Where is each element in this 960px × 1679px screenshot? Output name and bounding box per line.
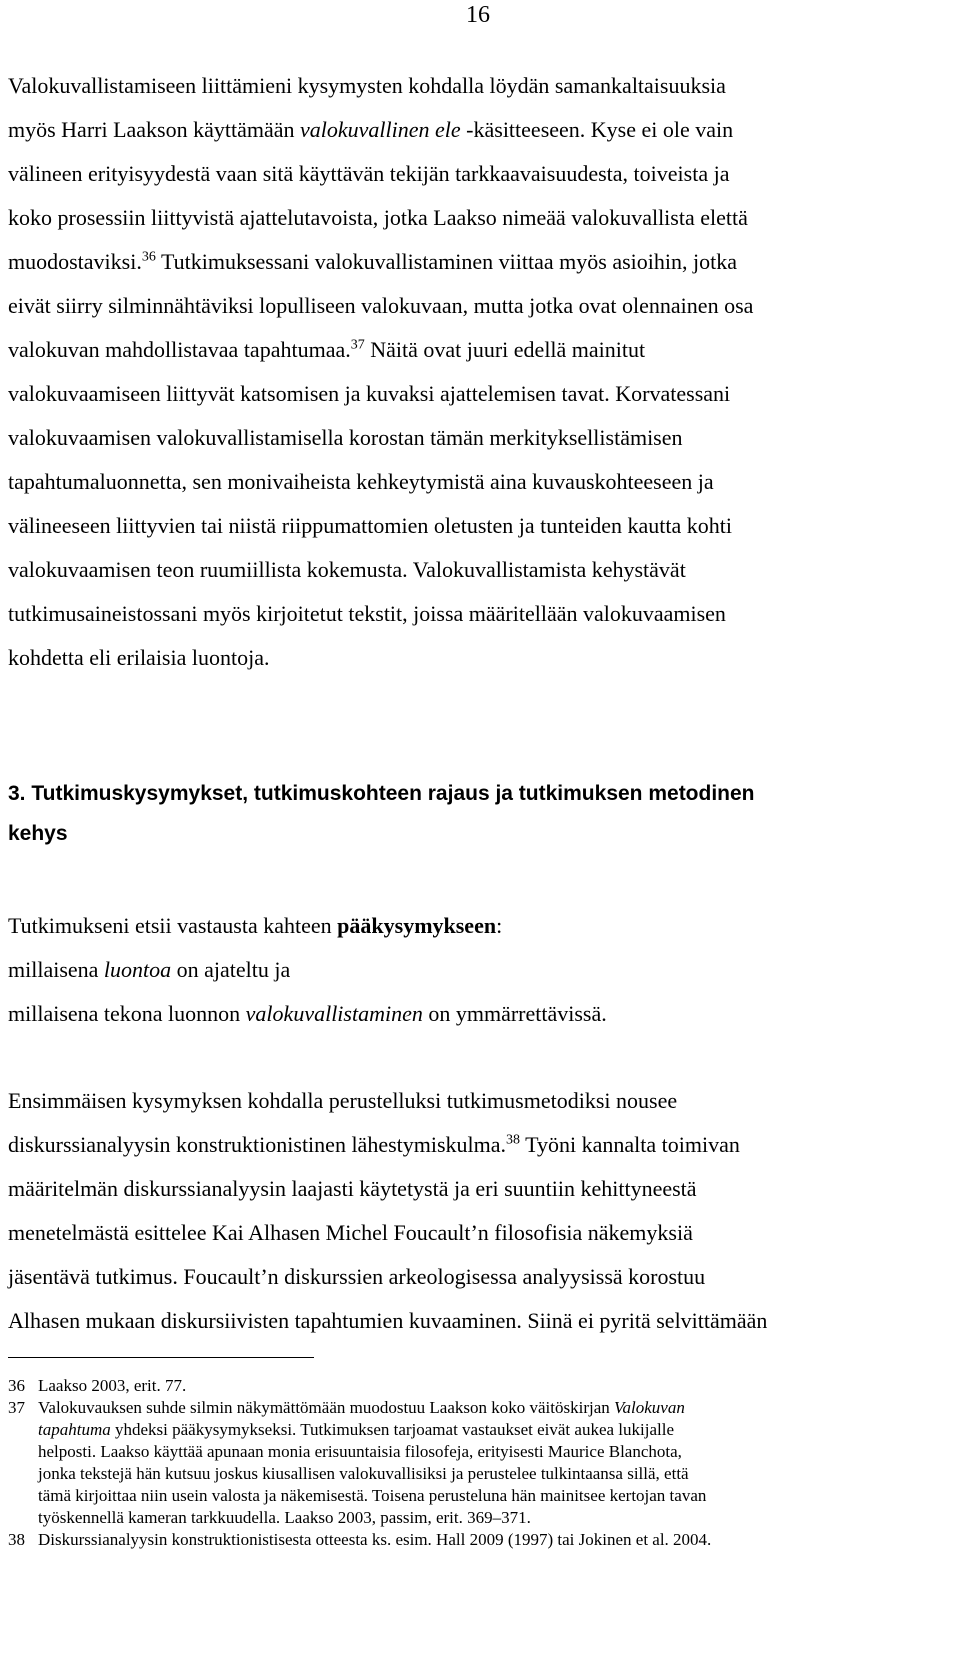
text: Työni kannalta toimivan <box>520 1132 740 1157</box>
footnote-line <box>38 1486 706 1506</box>
text: Näitä ovat juuri edellä mainitut <box>364 337 646 362</box>
text: välineeseen liittyvien tai niistä riippumattomien oletusten ja tunteiden kautta kohti <box>8 513 732 538</box>
text: Tutkimukseni etsii vastausta kahteen <box>8 913 332 938</box>
body-line <box>8 160 729 188</box>
body-line <box>8 1307 767 1335</box>
text: kohdetta eli erilaisia luontoja. <box>8 645 270 670</box>
text: menetelmästä esittelee Kai Alhasen Michel Foucault’n filosofisia näkemyksiä <box>8 1220 693 1245</box>
text: Valokuvallistamiseen liittämieni kysymysten kohdalla löydän samankaltaisuuksia <box>8 73 726 98</box>
text: määritelmän diskurssianalyysin laajasti käytetystä ja eri suuntiin kehittyneestä <box>8 1176 697 1201</box>
text: muodostaviksi. <box>8 249 142 274</box>
bold-term: pääkysymykseen <box>337 913 497 938</box>
body-line <box>8 556 686 584</box>
text: on ajateltu ja <box>176 957 291 982</box>
text: välineen erityisyydestä vaan sitä käyttävän tekijän tarkkaavaisuudesta, toiveista ja <box>8 161 730 186</box>
footnote-number: 38 <box>8 1530 25 1549</box>
text: tapahtumaluonnetta, sen monivaiheista kehkeytymistä aina kuvauskohteeseen ja <box>8 469 714 494</box>
body-line <box>8 336 645 364</box>
body-line <box>8 292 753 320</box>
body-line <box>8 1263 705 1291</box>
footnote-line <box>38 1464 689 1484</box>
text: myös Harri Laakson käyttämään <box>8 117 295 142</box>
page-number: 16 <box>466 2 490 28</box>
body-line <box>8 424 683 452</box>
text: jonka tekstejä hän kutsuu joskus kiusallisen valokuvallisiksi ja perustelee tulkintaansa sillä, että <box>38 1464 689 1483</box>
text: valokuvaamisen valokuvallistamisella korostan tämän merkityksellistämisen <box>8 425 683 450</box>
body-line <box>8 116 733 144</box>
text: -käsitteeseen. Kyse ei ole vain <box>466 117 734 142</box>
footnote <box>8 1398 685 1418</box>
text: koko prosessiin liittyvistä ajattelutavoista, jotka Laakso nimeää valokuvallista elettä <box>8 205 748 230</box>
text: Valokuvauksen suhde silmin näkymättömään muodostuu Laakson koko väitöskirjan <box>38 1398 610 1417</box>
body-line <box>8 380 730 408</box>
text: tämä kirjoittaa niin usein valosta ja näkemisestä. Toisena perusteluna hän mainitsee kertojan tavan <box>38 1486 707 1505</box>
body-line <box>8 468 714 496</box>
text: valokuvaamisen teon ruumiillista kokemusta. Valokuvallistamista kehystävät <box>8 557 686 582</box>
italic-term: tapahtuma <box>38 1420 111 1439</box>
text: Alhasen mukaan diskursiivisten tapahtumien kuvaaminen. Siinä ei pyritä selvittämään <box>8 1308 768 1333</box>
text: helposti. Laakso käyttää apunaan monia erisuuntaisia filosofeja, erityisesti Maurice Blanchota, <box>38 1442 682 1461</box>
text: tutkimusaineistossani myös kirjoitetut tekstit, joissa määritellään valokuvaamisen <box>8 601 726 626</box>
body-line <box>8 248 737 276</box>
text: Diskurssianalyysin konstruktionistisesta otteesta ks. esim. Hall 2009 (1997) tai Jokinen et al. 2004. <box>38 1530 712 1549</box>
body-line <box>8 1087 677 1115</box>
footnote-number: 36 <box>8 1376 25 1395</box>
text: on ymmärrettävissä. <box>428 1001 607 1026</box>
body-line <box>8 1175 697 1203</box>
text: diskurssianalyysin konstruktionistinen lähestymiskulma. <box>8 1132 507 1157</box>
footnote <box>8 1530 711 1550</box>
italic-term: Valokuvan <box>614 1398 685 1417</box>
text: Ensimmäisen kysymyksen kohdalla perustelluksi tutkimusmetodiksi nousee <box>8 1088 678 1113</box>
footnote-ref[interactable]: 36 <box>141 249 156 265</box>
body-line <box>8 956 290 984</box>
body-line <box>8 72 726 100</box>
body-line <box>8 600 726 628</box>
footnote <box>8 1376 186 1396</box>
footnote-ref[interactable]: 38 <box>506 1132 521 1148</box>
footnote-line <box>38 1508 531 1528</box>
footnote-line <box>38 1420 674 1440</box>
text: valokuvan mahdollistavaa tapahtumaa. <box>8 337 351 362</box>
section-heading: 3. Tutkimuskysymykset, tutkimuskohteen rajaus ja tutkimuksen metodinen <box>8 782 755 805</box>
body-line <box>8 512 732 540</box>
text: millaisena <box>8 957 99 982</box>
text: Laakso 2003, erit. 77. <box>38 1376 187 1395</box>
text: jäsentävä tutkimus. Foucault’n diskurssien arkeologisessa analyysissä korostuu <box>8 1264 706 1289</box>
body-line <box>8 204 748 232</box>
body-line <box>8 1000 607 1028</box>
footnote-number: 37 <box>8 1398 25 1417</box>
italic-term: luontoa <box>103 957 172 982</box>
text: valokuvaamiseen liittyvät katsomisen ja kuvaksi ajattelemisen tavat. Korvatessani <box>8 381 731 406</box>
italic-term: valokuvallinen ele <box>300 117 461 142</box>
text: eivät siirry silminnähtäviksi lopulliseen valokuvaan, mutta jotka ovat olennainen osa <box>8 293 754 318</box>
text: Tutkimuksessani valokuvallistaminen viittaa myös asioihin, jotka <box>155 249 737 274</box>
body-line <box>8 1131 740 1159</box>
text: työskennellä kameran tarkkuudella. Laakso 2003, passim, erit. 369–371. <box>38 1508 531 1527</box>
italic-term: valokuvallistaminen <box>245 1001 423 1026</box>
section-heading: kehys <box>8 822 68 845</box>
footnote-ref[interactable]: 37 <box>350 337 365 353</box>
footnote-line <box>38 1442 682 1462</box>
body-line <box>8 644 269 672</box>
text: millaisena tekona luonnon <box>8 1001 241 1026</box>
body-line <box>8 912 502 940</box>
text: : <box>496 913 503 938</box>
text: yhdeksi pääkysymykseksi. Tutkimuksen tarjoamat vastaukset eivät aukea lukijalle <box>110 1420 674 1439</box>
footnote-separator <box>8 1357 314 1358</box>
body-line <box>8 1219 693 1247</box>
